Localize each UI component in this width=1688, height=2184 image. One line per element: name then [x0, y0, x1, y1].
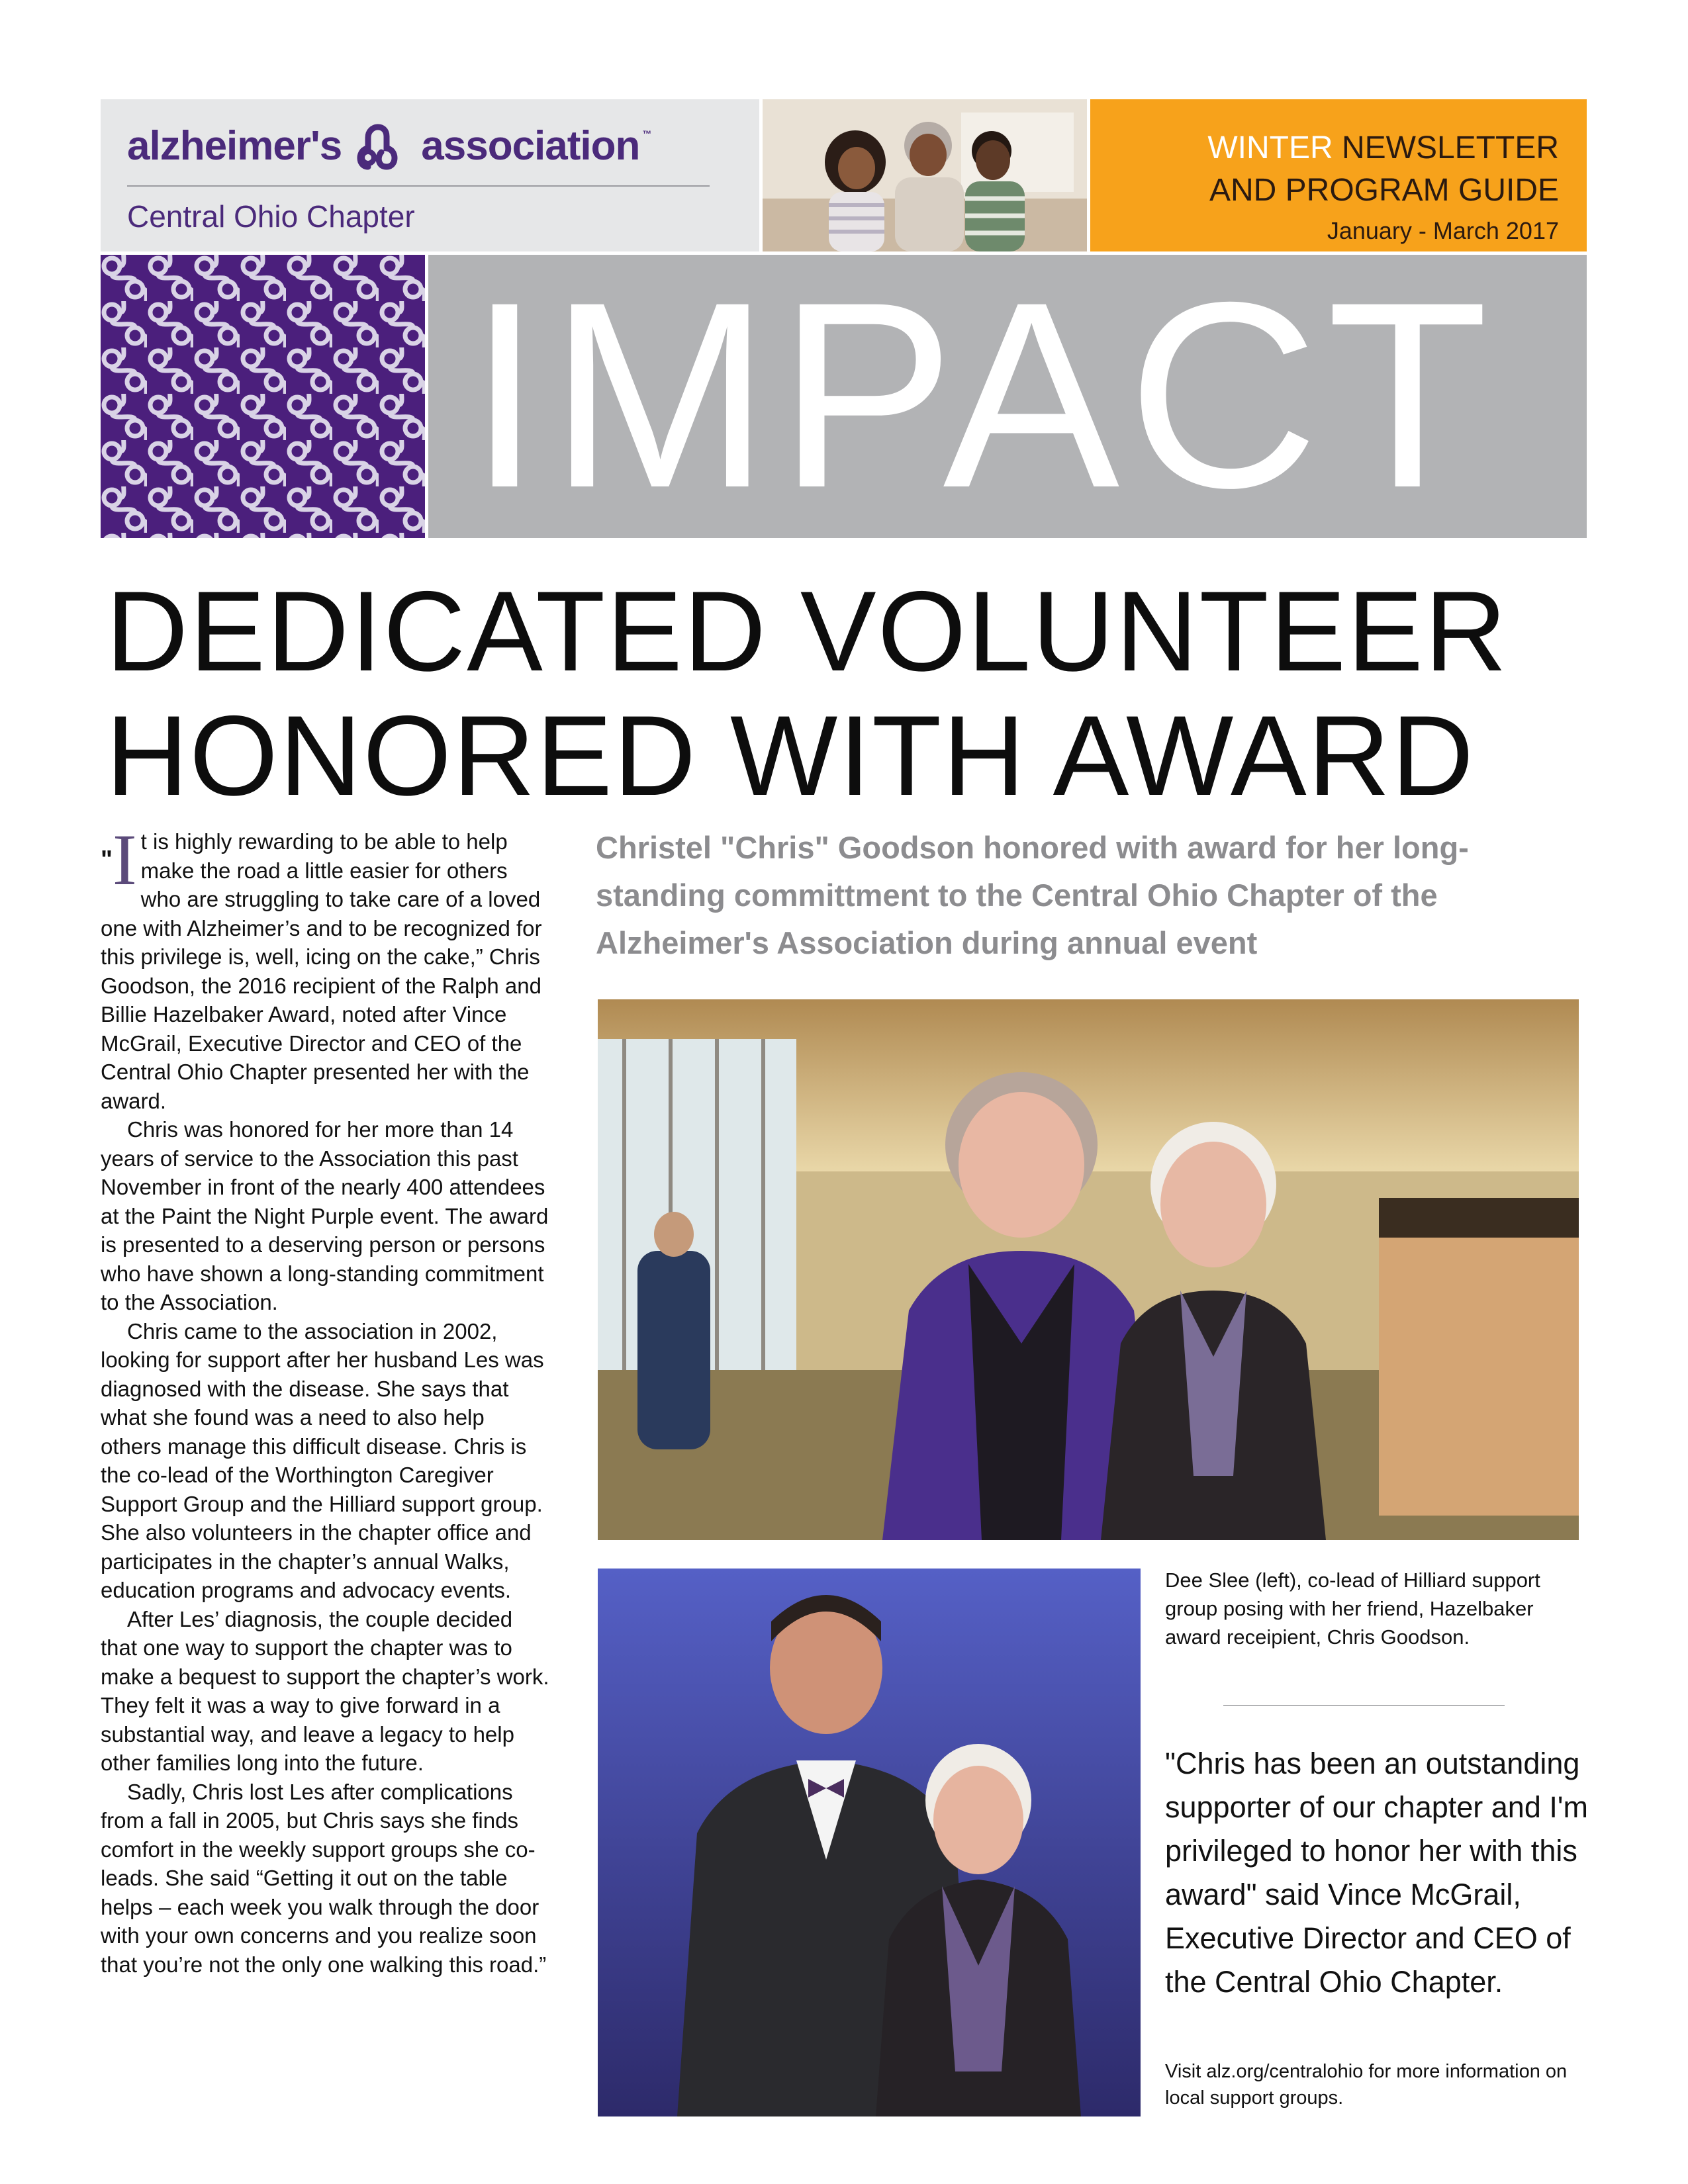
article-body — [101, 819, 551, 1979]
paragraph-4: After Les’ diagnosis, the couple decided that one way to support the chapter was to make a bequest to support the chapter’s work. They felt it was a way to give forward in a substantial way, and leave a legacy to help other families long into the future. — [101, 1606, 549, 1775]
paragraph-1 — [101, 819, 551, 1115]
paragraph-3: Chris came to the association in 2002, looking for support after her husband Les was diagnosed with the disease. She says that what she found was a need to also help others manage this difficult disease. Chris is the co-lead of the Worthington Caregiver Support Group and the Hilliard support group. She also volunteers in the chapter office and participates in the chapter’s annual Walks, education programs and advocacy events. — [101, 1318, 544, 1602]
award-presentation-photo — [598, 1569, 1141, 2116]
visit-website-note[interactable]: Visit alz.org/centralohio for more information on local support groups. — [1165, 2061, 1568, 2109]
issue-dates: January - March 2017 — [1327, 217, 1559, 244]
logo-word-right: association — [421, 122, 640, 169]
article-headline — [106, 569, 1589, 818]
logo-divider — [127, 185, 710, 187]
event-photo — [598, 999, 1579, 1540]
dropcap — [101, 819, 137, 900]
issue-title-line-1 — [1207, 130, 1559, 166]
decorative-pattern — [101, 255, 425, 538]
award-photo-illustration — [598, 1569, 1141, 2116]
trademark-symbol: ™ — [642, 128, 651, 139]
issue-banner — [1090, 99, 1587, 251]
association-logo[interactable] — [127, 119, 651, 172]
pattern-illustration — [101, 255, 425, 538]
photo-caption: Dee Slee (left), co-lead of Hilliard support group posing with her friend, Hazelbaker award receipient, Chris Goodson. — [1165, 1569, 1540, 1649]
logo-word-left: alzheimer's — [127, 122, 342, 169]
event-photo-illustration — [598, 999, 1579, 1540]
headline-line-2: HONORED WITH AWARD — [106, 692, 1476, 819]
paragraph-1-text: t is highly rewarding to be able to help make the road a little easier for others who are struggling to take care of a loved one with Alzheimer’s and to be recognized for this privilege is, well, icing on the cake,” Chris Goodson, the 2016 recipient of the Ralph and Billie Hazelbaker Award, noted after Vince McGrail, Executive Director and CEO of the Central Ohio Chapter presented her with the award. — [101, 829, 542, 1113]
issue-title-line-2: AND PROGRAM GUIDE — [1209, 173, 1559, 208]
issue-newsletter: NEWSLETTER — [1333, 130, 1559, 165]
issue-season: WINTER — [1207, 130, 1333, 165]
logo-box — [101, 99, 759, 251]
paragraph-5: Sadly, Chris lost Les after complications from a fall in 2005, but Chris says she finds comfort in the weekly support groups she co-leads. She said “Getting it out on the table helps – each week you walk through the door with your own concerns and you realize soon that you’re not the only one walking this road.” — [101, 1779, 547, 1977]
dropcap-letter: I — [113, 819, 137, 900]
title-banner — [428, 255, 1587, 538]
family-photo-illustration — [763, 99, 1087, 251]
headline-line-1: DEDICATED VOLUNTEER — [106, 568, 1509, 695]
chapter-name: Central Ohio Chapter — [127, 199, 415, 234]
family-photo — [763, 99, 1087, 251]
article-subheadline: Christel "Chris" Goodson honored with award for her long-standing committment to the Central Ohio Chapter of the Alzheimer's Association during annual event — [596, 830, 1469, 960]
brain-logo-icon — [353, 119, 409, 172]
dropcap-quote: " — [101, 846, 113, 874]
newsletter-title: IMPACT — [468, 255, 1497, 538]
paragraph-2: Chris was honored for her more than 14 years of service to the Association this past November in front of the nearly 400 attendees at the Paint the Night Purple event. The award is presented to a deserving person or persons who have shown a long-standing commitment to the Association. — [101, 1117, 549, 1314]
caption-divider — [1223, 1705, 1505, 1706]
pull-quote: "Chris has been an outstanding supporter of our chapter and I'm privileged to honor her with this award" said Vince McGrail, Executive Director and CEO of the Central Ohio Chapter. — [1165, 1747, 1588, 1999]
